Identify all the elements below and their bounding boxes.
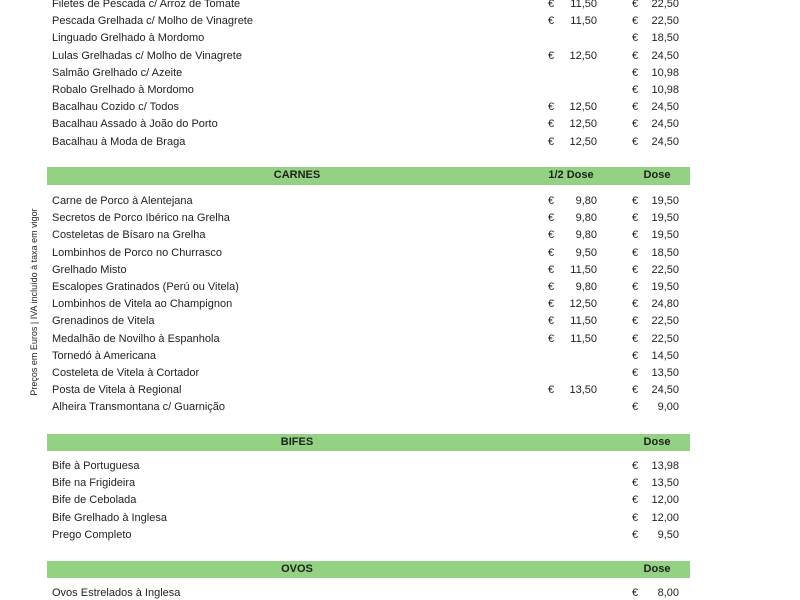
price-dose (632, 475, 679, 492)
price-dose-value: 24,50 (651, 49, 679, 62)
price-dose-value: 12,00 (651, 494, 679, 507)
price-half-dose (548, 331, 597, 348)
price-dose (632, 365, 679, 382)
ovos-section-list (47, 585, 690, 600)
euro-symbol: € (548, 298, 555, 311)
price-dose-value: 24,80 (651, 298, 679, 311)
column-header-dose: Dose (643, 436, 671, 448)
price-half-value: 9,80 (575, 280, 597, 293)
euro-symbol: € (632, 263, 639, 276)
price-dose-value: 22,50 (651, 332, 679, 345)
column-header-half-dose: 1/2 Dose (548, 169, 594, 181)
price-dose (632, 262, 679, 279)
price-half-value: 12,50 (569, 135, 597, 148)
dish-name: Secretos de Porco Ibérico na Grelha (52, 212, 230, 225)
price-half-value: 9,50 (575, 246, 597, 259)
dish-name: Costeletas de Bísaro na Grelha (52, 229, 206, 242)
menu-item-row (47, 365, 690, 382)
menu-item-row (47, 262, 690, 279)
price-half-dose (548, 279, 597, 296)
menu-item-row (47, 30, 690, 47)
price-dose (632, 0, 679, 13)
price-dose-value: 8,00 (657, 587, 679, 599)
price-half-dose (548, 245, 597, 262)
dish-name: Bife na Frigideira (52, 477, 136, 490)
menu-item-row (47, 245, 690, 262)
menu-item-row (47, 585, 690, 600)
dish-name: Tornedó à Americana (52, 349, 156, 362)
menu-item-row (47, 331, 690, 348)
price-dose (632, 399, 679, 416)
euro-symbol: € (632, 15, 639, 28)
price-dose (632, 458, 679, 475)
dish-name: Bife à Portuguesa (52, 460, 140, 472)
euro-symbol: € (632, 494, 639, 507)
section-header-ovos (47, 561, 690, 578)
price-half-value: 12,50 (569, 49, 597, 62)
price-half-dose (548, 262, 597, 279)
euro-symbol: € (632, 460, 639, 472)
price-half-value: 12,50 (569, 101, 597, 114)
euro-symbol: € (632, 49, 639, 62)
dish-name: Posta de Vitela à Regional (52, 384, 182, 397)
price-dose (632, 313, 679, 330)
price-half-value: 12,50 (569, 118, 597, 131)
price-half-dose (548, 13, 597, 30)
price-half-dose (548, 0, 597, 13)
menu-item-row (47, 279, 690, 296)
side-note-rotated: Preços em Euros | IVA incluído à taxa em vigor (29, 208, 39, 396)
dish-name: Bacalhau Cozido c/ Todos (52, 101, 179, 114)
dish-name: Lulas Grelhadas c/ Molho de Vinagrete (52, 49, 242, 62)
price-dose (632, 527, 679, 544)
dish-name: Bife Grelhado à Inglesa (52, 511, 167, 524)
price-dose (632, 210, 679, 227)
menu-item-row (47, 382, 690, 399)
price-dose (632, 348, 679, 365)
price-half-value: 9,80 (575, 229, 597, 242)
price-dose-value: 12,00 (651, 511, 679, 524)
euro-symbol: € (548, 263, 555, 276)
price-dose (632, 82, 679, 99)
price-dose-value: 10,98 (651, 66, 679, 79)
euro-symbol: € (632, 511, 639, 524)
section-header-bifes (47, 434, 690, 451)
price-dose-value: 18,50 (651, 32, 679, 45)
price-dose-value: 24,50 (651, 135, 679, 148)
section-header-carnes (47, 167, 690, 185)
menu-item-row (47, 0, 690, 13)
euro-symbol: € (632, 32, 639, 45)
price-half-value: 9,80 (575, 212, 597, 225)
section-title: OVOS (281, 563, 313, 575)
price-dose (632, 296, 679, 313)
euro-symbol: € (632, 229, 639, 242)
euro-symbol: € (548, 280, 555, 293)
price-dose-value: 10,98 (651, 83, 679, 96)
menu-item-row (47, 82, 690, 99)
price-dose-value: 24,50 (651, 118, 679, 131)
menu-item-row (47, 458, 690, 475)
price-dose-value: 19,50 (651, 212, 679, 225)
euro-symbol: € (632, 332, 639, 345)
dish-name: Lombinhos de Vitela ao Champignon (52, 298, 233, 311)
menu-item-row (47, 65, 690, 82)
dish-name: Grelhado Misto (52, 263, 127, 276)
menu-item-row (47, 492, 690, 509)
price-dose-value: 22,50 (651, 315, 679, 328)
price-dose (632, 116, 679, 133)
price-half-dose (548, 296, 597, 313)
dish-name: Costeleta de Vitela à Cortador (52, 366, 200, 379)
dish-name: Ovos Estrelados à Inglesa (52, 587, 181, 599)
price-dose-value: 22,50 (651, 15, 679, 28)
menu-item-row (47, 527, 690, 544)
price-half-value: 13,50 (569, 384, 597, 397)
menu-item-row (47, 210, 690, 227)
dish-name: Pescada Grelhada c/ Molho de Vinagrete (52, 15, 253, 28)
price-dose-value: 14,50 (651, 349, 679, 362)
price-dose-value: 9,50 (657, 528, 679, 541)
column-header-dose: Dose (643, 563, 671, 575)
menu-item-row (47, 475, 690, 492)
euro-symbol: € (548, 384, 555, 397)
price-dose (632, 510, 679, 527)
dish-name: Carne de Porco à Alentejana (52, 195, 193, 207)
price-half-value: 11,50 (570, 15, 597, 28)
euro-symbol: € (632, 195, 639, 207)
dish-name: Escalopes Gratinados (Perú ou Vitela) (52, 280, 239, 293)
price-dose (632, 193, 679, 210)
price-half-dose (548, 382, 597, 399)
dish-name: Medalhão de Novilho à Espanhola (52, 332, 220, 345)
price-dose (632, 65, 679, 82)
price-half-value: 9,80 (575, 195, 597, 207)
price-dose-value: 19,50 (651, 280, 679, 293)
euro-symbol: € (632, 477, 639, 490)
price-dose (632, 13, 679, 30)
price-half-dose (548, 116, 597, 133)
euro-symbol: € (632, 135, 639, 148)
price-dose-value: 24,50 (651, 101, 679, 114)
price-half-dose (548, 210, 597, 227)
dish-name: Filetes de Pescada c/ Arroz de Tomate (52, 0, 241, 10)
price-dose (632, 382, 679, 399)
dish-name: Prego Completo (52, 528, 132, 541)
euro-symbol: € (548, 212, 555, 225)
euro-symbol: € (548, 118, 555, 131)
price-half-dose (548, 227, 597, 244)
euro-symbol: € (632, 66, 639, 79)
dish-name: Alheira Transmontana c/ Guarnição (52, 401, 226, 414)
section-title: BIFES (280, 436, 314, 448)
carnes-section-list (47, 193, 690, 416)
euro-symbol: € (632, 0, 639, 10)
euro-symbol: € (548, 49, 555, 62)
euro-symbol: € (548, 315, 555, 328)
euro-symbol: € (632, 366, 639, 379)
price-dose-value: 18,50 (651, 246, 679, 259)
menu-item-row (47, 296, 690, 313)
price-dose-value: 19,50 (651, 229, 679, 242)
price-dose-value: 19,50 (651, 195, 679, 207)
price-half-dose (548, 48, 597, 65)
fish-section-list (47, 0, 690, 151)
dish-name: Salmão Grelhado c/ Azeite (52, 66, 183, 79)
euro-symbol: € (632, 315, 639, 328)
euro-symbol: € (548, 101, 555, 114)
menu-item-row (47, 116, 690, 133)
column-header-dose: Dose (643, 169, 671, 181)
euro-symbol: € (632, 587, 639, 599)
euro-symbol: € (548, 246, 555, 259)
price-half-value: 11,50 (570, 332, 597, 345)
menu-item-row (47, 13, 690, 30)
euro-symbol: € (548, 15, 555, 28)
price-dose-value: 13,98 (651, 460, 679, 472)
euro-symbol: € (632, 83, 639, 96)
price-dose-value: 22,50 (651, 263, 679, 276)
price-dose (632, 492, 679, 509)
price-half-dose (548, 193, 597, 210)
euro-symbol: € (632, 101, 639, 114)
menu-item-row (47, 193, 690, 210)
price-half-dose (548, 99, 597, 116)
price-dose-value: 13,50 (651, 366, 679, 379)
price-dose-value: 22,50 (651, 0, 679, 10)
price-half-value: 12,50 (569, 298, 597, 311)
price-dose (632, 134, 679, 151)
euro-symbol: € (548, 135, 555, 148)
euro-symbol: € (632, 349, 639, 362)
euro-symbol: € (548, 195, 555, 207)
price-dose (632, 99, 679, 116)
menu-item-row (47, 399, 690, 416)
price-dose (632, 30, 679, 47)
menu-item-row (47, 510, 690, 527)
euro-symbol: € (632, 528, 639, 541)
dish-name: Bacalhau à Moda de Braga (52, 135, 186, 148)
section-title: CARNES (273, 169, 321, 181)
price-dose (632, 245, 679, 262)
euro-symbol: € (632, 118, 639, 131)
euro-symbol: € (632, 212, 639, 225)
price-half-dose (548, 313, 597, 330)
euro-symbol: € (548, 229, 555, 242)
menu-item-row (47, 48, 690, 65)
menu-item-row (47, 313, 690, 330)
bifes-section-list (47, 458, 690, 544)
price-dose-value: 24,50 (651, 384, 679, 397)
euro-symbol: € (632, 246, 639, 259)
price-dose (632, 48, 679, 65)
price-dose (632, 227, 679, 244)
price-half-value: 11,50 (570, 0, 597, 10)
price-half-value: 11,50 (570, 315, 597, 328)
menu-item-row (47, 348, 690, 365)
euro-symbol: € (632, 298, 639, 311)
euro-symbol: € (632, 280, 639, 293)
price-dose (632, 279, 679, 296)
price-dose-value: 9,00 (657, 401, 679, 414)
euro-symbol: € (548, 332, 555, 345)
menu-item-row (47, 99, 690, 116)
price-dose (632, 585, 679, 600)
dish-name: Linguado Grelhado à Mordomo (52, 32, 205, 45)
price-half-value: 11,50 (570, 263, 597, 276)
dish-name: Bife de Cebolada (52, 494, 137, 507)
price-half-dose (548, 134, 597, 151)
euro-symbol: € (632, 384, 639, 397)
dish-name: Grenadinos de Vitela (52, 315, 155, 328)
menu-item-row (47, 134, 690, 151)
dish-name: Lombinhos de Porco no Churrasco (52, 246, 222, 259)
price-dose (632, 331, 679, 348)
dish-name: Bacalhau Assado à João do Porto (52, 118, 218, 131)
euro-symbol: € (548, 0, 555, 10)
euro-symbol: € (632, 401, 639, 414)
price-dose-value: 13,50 (651, 477, 679, 490)
menu-item-row (47, 227, 690, 244)
dish-name: Robalo Grelhado à Mordomo (52, 83, 194, 96)
